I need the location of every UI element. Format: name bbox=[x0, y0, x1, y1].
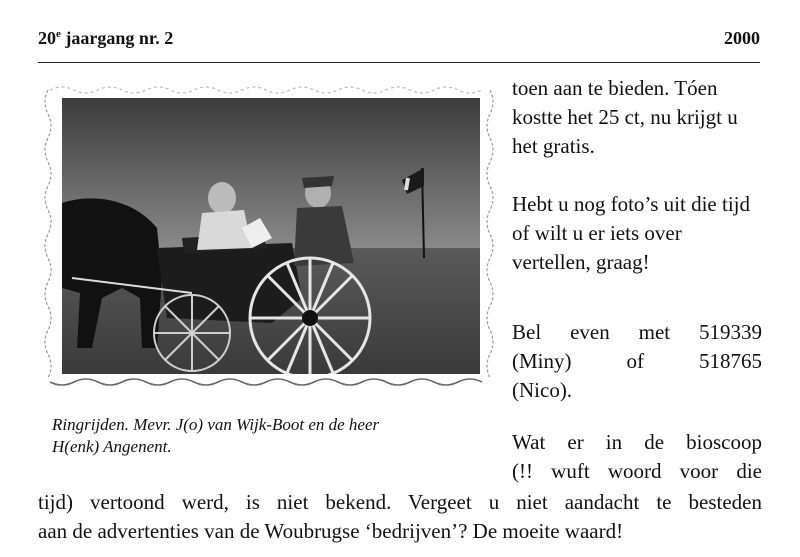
text-line: (!! wuft woord voor die bbox=[512, 459, 762, 483]
phone-number: 518765 bbox=[699, 349, 762, 373]
word: (Miny) bbox=[512, 349, 572, 373]
text-line: tijd) vertoond werd, is niet bekend. Vergeet u niet aandacht te besteden bbox=[38, 490, 762, 514]
text-line: Wat er in de bioscoop bbox=[512, 430, 762, 454]
caption-line: H(enk) Angenent. bbox=[52, 437, 172, 456]
text-line: aan de advertenties van de Woubrugse ‘bedrijven’? De moeite waard! bbox=[38, 519, 624, 543]
page-header bbox=[38, 22, 760, 63]
word: Bel bbox=[512, 320, 542, 344]
volume-label: 20e jaargang nr. 2 bbox=[38, 28, 174, 48]
contact-line bbox=[512, 347, 762, 376]
word: even bbox=[570, 320, 610, 344]
contact-line: (Nico). bbox=[512, 378, 573, 402]
word: met bbox=[638, 320, 671, 344]
photo-caption bbox=[52, 414, 482, 458]
paragraph-bottom bbox=[38, 488, 762, 546]
carriage-photo bbox=[62, 98, 480, 374]
phone-number: 519339 bbox=[699, 320, 762, 344]
paragraph-cinema bbox=[512, 428, 762, 486]
paragraph-contact bbox=[512, 318, 762, 405]
contact-line bbox=[512, 318, 762, 347]
year-label: 2000 bbox=[724, 28, 760, 48]
word: of bbox=[626, 349, 644, 373]
paragraph-intro: toen aan te bieden. Tóen kostte het 25 ct, nu krijgt u het gratis. bbox=[512, 76, 738, 158]
paragraph-photos: Hebt u nog foto’s uit die tijd of wilt u er iets over vertellen, graag! bbox=[512, 192, 750, 274]
photo-image bbox=[62, 98, 480, 374]
caption-line: Ringrijden. Mevr. J(o) van Wijk-Boot en de heer bbox=[52, 415, 380, 434]
photo-frame bbox=[40, 76, 498, 394]
